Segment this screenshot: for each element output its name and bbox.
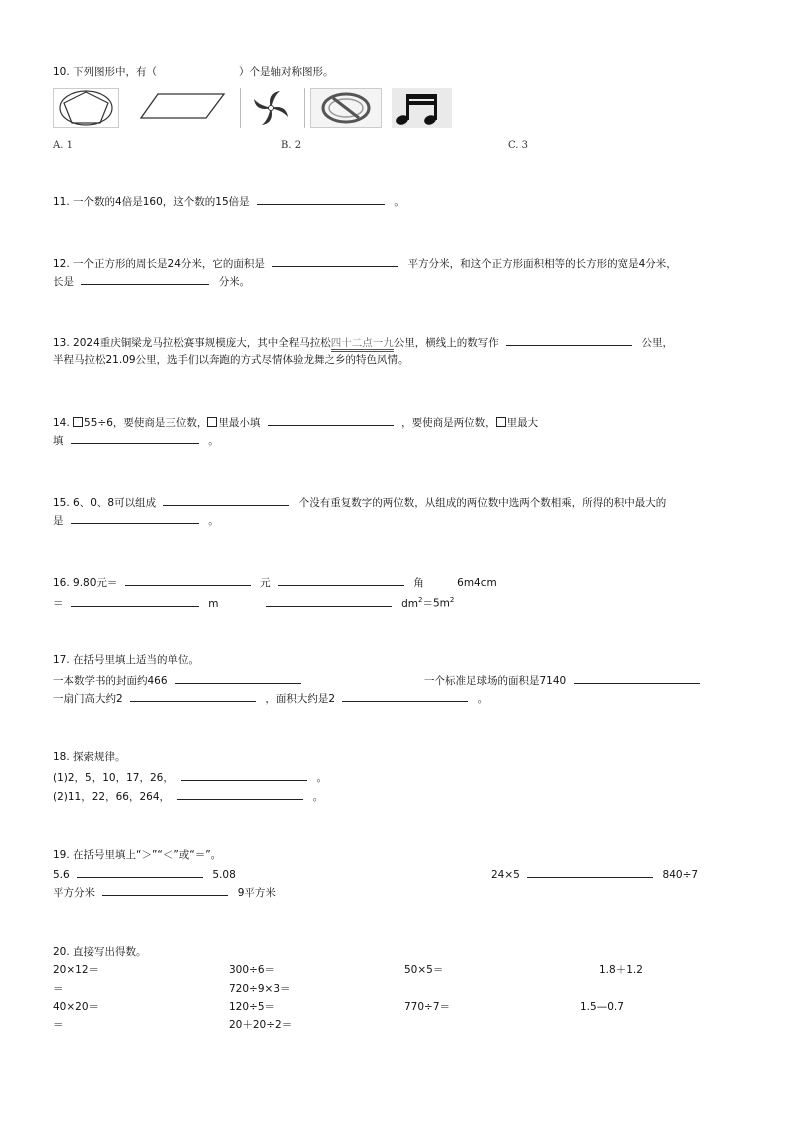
q16-sup-2: 2 bbox=[449, 596, 455, 604]
q14-blank-2[interactable] bbox=[71, 432, 199, 444]
q19-blank-1[interactable] bbox=[77, 866, 203, 878]
box-icon bbox=[73, 417, 83, 427]
q16-text-d: 6m4cm bbox=[457, 577, 497, 589]
q16-blank-dm2[interactable] bbox=[266, 595, 392, 607]
question-19-line2-right bbox=[491, 866, 698, 882]
question-16 bbox=[53, 574, 497, 590]
q19-title: 19. 在括号里填上“＞”“＜”或“＝”。 bbox=[53, 849, 222, 861]
q20-item: 50×5＝ bbox=[404, 964, 444, 976]
q17-text-d: 一扇门高大约2 bbox=[53, 693, 123, 705]
q11-text: 11. 一个数的4倍是160，这个数的15倍是 bbox=[53, 196, 250, 208]
q20-title: 20. 直接写出得数。 bbox=[53, 946, 147, 958]
q17-blank-3[interactable] bbox=[130, 690, 256, 702]
q14-text-d: ，要使商是两位数， bbox=[401, 417, 496, 429]
q10-text-b: ）个是轴对称图形。 bbox=[239, 66, 334, 78]
question-18 bbox=[53, 750, 126, 764]
parallelogram-icon bbox=[138, 88, 228, 128]
q13-text-a: 13. 2024重庆铜梁龙马拉松赛事规模庞大，其中全程马拉松 bbox=[53, 337, 331, 349]
q16-unit-dm: dm bbox=[401, 597, 419, 610]
q20-item: 770÷7＝ bbox=[404, 1001, 451, 1013]
question-19-line3 bbox=[53, 884, 276, 900]
q17-title: 17. 在括号里填上适当的单位。 bbox=[53, 654, 200, 666]
q18-blank-2[interactable] bbox=[177, 788, 303, 800]
q14-text-e: 里最大 bbox=[506, 417, 539, 429]
q20-item: 1.5—0.7 bbox=[580, 1001, 624, 1013]
q17-text-c: 一个标准足球场的面积是7140 bbox=[424, 675, 567, 687]
q19-right-value: 5.08 bbox=[212, 869, 236, 881]
q11-end: 。 bbox=[394, 196, 405, 208]
q20-item: 20×12＝ bbox=[53, 964, 100, 976]
question-13-line2 bbox=[53, 353, 409, 367]
option-b[interactable]: B. 2 bbox=[281, 140, 302, 151]
q16-blank-m[interactable] bbox=[71, 595, 199, 607]
question-13 bbox=[53, 334, 673, 350]
q12-text-a: 12. 一个正方形的周长是24分米，它的面积是 bbox=[53, 258, 265, 270]
q19-right-expr: 840÷7 bbox=[662, 869, 699, 881]
q16-blank-jiao[interactable] bbox=[278, 574, 404, 586]
question-14-line2 bbox=[53, 432, 219, 448]
no-sign-icon bbox=[310, 88, 382, 128]
question-19-line2 bbox=[53, 866, 236, 882]
q17-blank-1[interactable] bbox=[175, 672, 301, 684]
q19-text-g: 9平方米 bbox=[237, 887, 276, 899]
q18-seq-2: (2)11，22，66，264， bbox=[53, 791, 170, 803]
q18-end-2: 。 bbox=[312, 791, 324, 803]
q20-item: 120÷5＝ bbox=[229, 1001, 276, 1013]
pentagon-in-circle-icon bbox=[53, 88, 119, 128]
q16-text-a: 16. 9.80元＝ bbox=[53, 577, 118, 589]
q11-answer-blank[interactable] bbox=[257, 193, 385, 205]
q13-text-c: 公里， bbox=[641, 337, 673, 349]
question-17-line3 bbox=[53, 690, 488, 706]
question-10 bbox=[53, 64, 334, 79]
q12-text-d: 分米。 bbox=[218, 276, 251, 288]
question-18-line2 bbox=[53, 769, 327, 785]
q16-sup-1: 2 bbox=[418, 596, 423, 604]
q19-text-f: 平方分米 bbox=[53, 887, 95, 899]
question-12-line2 bbox=[53, 273, 250, 289]
q18-title: 18. 探索规律。 bbox=[53, 751, 126, 763]
q14-text-b: 55÷6，要使商是三位数， bbox=[84, 417, 208, 429]
q20-item: 300÷6＝ bbox=[229, 964, 276, 976]
option-c[interactable]: C. 3 bbox=[508, 140, 529, 151]
q14-text-g: 。 bbox=[208, 435, 219, 447]
q13-answer-blank[interactable] bbox=[506, 334, 632, 346]
q10-text-a: 10. 下列图形中，有（ bbox=[53, 66, 158, 78]
q16-text-i: ＝5m bbox=[422, 597, 450, 610]
q12-blank-1[interactable] bbox=[272, 255, 398, 267]
q19-left-value: 5.6 bbox=[53, 869, 70, 881]
question-16-line2 bbox=[53, 593, 454, 611]
q18-blank-1[interactable] bbox=[181, 769, 307, 781]
music-notes-icon bbox=[392, 88, 452, 128]
q18-seq-1: (1)2，5，10，17，26， bbox=[53, 772, 174, 784]
q12-blank-2[interactable] bbox=[81, 273, 209, 285]
question-15-line2 bbox=[53, 512, 219, 528]
question-11 bbox=[53, 193, 405, 209]
box-icon bbox=[496, 417, 506, 427]
q17-text-f: 。 bbox=[477, 693, 489, 705]
q13-underlined-number: 四十二点一九 bbox=[331, 337, 394, 352]
q20-item: 20＋20÷2＝ bbox=[229, 1019, 293, 1031]
q18-end-1: 。 bbox=[316, 772, 328, 784]
option-a[interactable]: A. 1 bbox=[53, 140, 73, 151]
q16-unit-m: m bbox=[208, 597, 219, 610]
question-20 bbox=[53, 945, 147, 959]
q16-text-e: ＝ bbox=[53, 597, 64, 610]
question-14 bbox=[53, 414, 538, 430]
q17-blank-2[interactable] bbox=[574, 672, 700, 684]
q19-blank-3[interactable] bbox=[102, 884, 228, 896]
q12-text-b: 平方分米，和这个正方形面积相等的长方形的宽是4分米， bbox=[407, 258, 677, 270]
q12-text-c: 长是 bbox=[53, 276, 74, 288]
divider bbox=[304, 88, 305, 128]
question-17 bbox=[53, 653, 199, 667]
q14-text-c: 里最小填 bbox=[218, 417, 261, 429]
q17-text-b: 一本数学书的封面约466 bbox=[53, 675, 168, 687]
q16-unit-jiao: 角 bbox=[413, 577, 424, 589]
q17-blank-4[interactable] bbox=[342, 690, 468, 702]
q15-text-c: 是 bbox=[53, 515, 64, 527]
q14-number: 14. bbox=[53, 417, 70, 429]
q10-answer-blank[interactable] bbox=[157, 64, 239, 75]
question-15 bbox=[53, 494, 666, 510]
q14-text-f: 填 bbox=[53, 435, 64, 447]
pinwheel-icon bbox=[246, 88, 296, 128]
q15-text-a: 15. 6、0、8可以组成 bbox=[53, 497, 157, 509]
q20-item: 1.8＋1.2 bbox=[599, 964, 643, 976]
question-19 bbox=[53, 848, 221, 862]
q20-item: ＝ bbox=[53, 983, 64, 995]
q15-blank-2[interactable] bbox=[71, 512, 199, 524]
q20-item: ＝ bbox=[53, 1019, 64, 1031]
q20-item: 720÷9×3＝ bbox=[229, 983, 291, 995]
q15-blank-1[interactable] bbox=[163, 494, 289, 506]
q13-text-b: 公里，横线上的数写作 bbox=[393, 337, 499, 349]
question-17-line2-right bbox=[424, 672, 700, 688]
q19-left-expr: 24×5 bbox=[491, 869, 520, 881]
q20-item: 40×20＝ bbox=[53, 1001, 100, 1013]
q19-blank-2[interactable] bbox=[527, 866, 653, 878]
q14-blank-1[interactable] bbox=[268, 414, 394, 426]
divider bbox=[240, 88, 241, 128]
q16-unit-yuan: 元 bbox=[260, 577, 271, 589]
question-12 bbox=[53, 255, 677, 271]
question-18-line3 bbox=[53, 788, 323, 804]
q15-text-d: 。 bbox=[208, 515, 219, 527]
q17-text-e: ，面积大约是2 bbox=[265, 693, 336, 705]
q16-blank-yuan[interactable] bbox=[125, 574, 251, 586]
question-17-line2 bbox=[53, 672, 301, 688]
q15-text-b: 个没有重复数字的两位数，从组成的两位数中选两个数相乘，所得的积中最大的 bbox=[298, 497, 667, 509]
q13-text-d: 半程马拉松21.09公里，选手们以奔跑的方式尽情体验龙舞之乡的特色风情。 bbox=[53, 354, 409, 366]
box-icon bbox=[207, 417, 217, 427]
